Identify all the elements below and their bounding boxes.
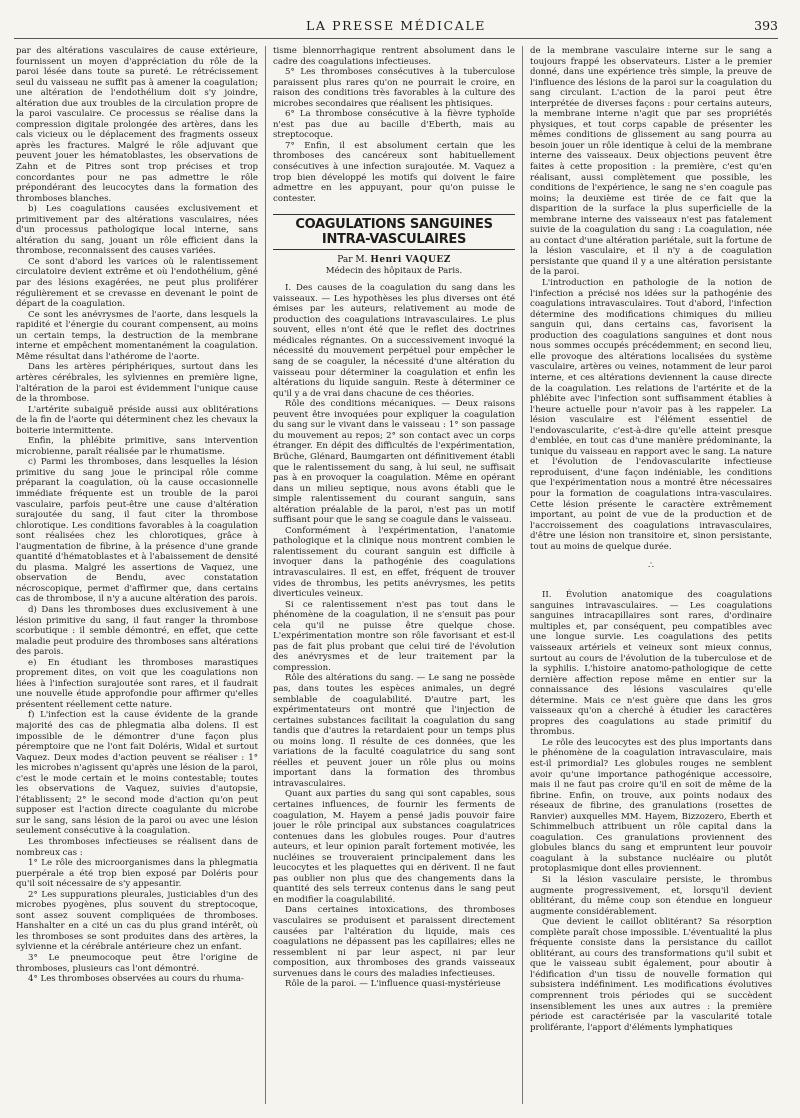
paragraph: Rôle de la paroi. — L'influence quasi-mystérieuse — [285, 979, 501, 990]
header-rule — [14, 38, 778, 39]
column-divider — [522, 46, 523, 1104]
paragraph: 4° Les thromboses observées au cours du rhuma- — [28, 974, 244, 985]
paragraph: II. Évolution anatomique des coagulations sanguines intravasculaires. — Les coagulations sanguines intracapillaires sont rares, d'ordinaire multiples et, par conséquent, peu compatibles avec une longue survie. Les coagulations des petits vaisseaux artériels et veineux sont mieux connus, surtout au cours de l'évolution de la tuberculose et de la syphilis. L'histoire anatomo-pathologique de cette dernière affection repose même en entier sur la connaissance des lésions vasculaires qu'elle détermine. Mais ce n'est guère que dans les gros vaisseaux qu'on a cherché à étudier les caractères propres des coagulations au stade primitif du thrombus. — [530, 590, 772, 738]
running-title: LA PRESSE MÉDICALE — [306, 18, 486, 33]
paragraph: Que devient le caillot oblitérant? Sa résorption complète paraît chose impossible. L'éventualité la plus fréquente consiste dans la persistance du caillot oblitérant, au cours des transformations qu'il subit et que le vaisseau subit également, pour aboutir à l'édification d'un tissu de nouvelle formation qui subsistera indéfiniment. Les modifications évolutives comprennent trois périodes qui se succèdent insensiblement les unes aux autres : la première période est caractérisée par la vascularité totale proliférante, l'apport d'éléments lymphatiques — [530, 917, 772, 1033]
paragraph: Le rôle des leucocytes est des plus importants dans le phénomène de la coagulation intravasculaire, mais est-il primordial? Les globules rouges ne semblent avoir qu'une importance pathogénique accessoire, mais il ne faut pas croire qu'il en soit de même de la fibrine. Enfin, on trouve, aux points nodaux des réseaux de fibrine, des granulations (rosettes de Ranvier) auxquelles MM. Hayem, Bizzozero, Eberth et Schimmelbuch attribuent un rôle capital dans la coagulation. Ces granulations proviennent des globules blancs du sang et empruntent leur pouvoir coagulant à la substance nucléaire ou plutôt protoplasmique dont elles proviennent. — [530, 737, 772, 875]
paragraph: 1° Le rôle des microorganismes dans la phlegmatia puerpérale a été trop bien exposé par Doléris pour qu'il soit nécessaire de s'y appesantir. — [16, 858, 258, 890]
paragraph: Ce sont d'abord les varices où le ralentissement circulatoire devient extrême et où l'endothélium, gêné par des lésions exagérées, ne peut plus proliférer régulièrement et se crevasse en devenant le point de départ de la coagulation. — [16, 256, 258, 310]
paragraph: d) Dans les thromboses dues exclusivement à une lésion primitive du sang, il faut ranger la thrombose scorbutique : il semble démontré, en effet, que cette maladie peut produire des thromboses sans altérations des parois. — [16, 604, 258, 658]
section-ornament: ∴ — [648, 561, 654, 572]
paragraph: f) L'infection est la cause évidente de la grande majorité des cas de phlegmatia alba dolens. Il est impossible de le démontrer d'une façon plus péremptoire que ne l'ont fait Doléris, Widal et surtout Vaquez. Deux modes d'action peuvent se réaliser : 1° les microbes n'agissent qu'après une lésion de la paroi, c'est le mode certain et le moins contestable; toutes les observations de Vaquez, suivies d'autopsie, l'établissent; 2° le second mode d'action qu'on peut supposer est l'action directe coagulante du microbe sur le sang, sans lésion de la paroi ou avec une lésion seulement consécutive à la coagulation. — [16, 710, 258, 837]
paragraph: Rôle des altérations du sang. — Le sang ne possède pas, dans toutes les espèces animales, un degré semblable de coagulabilité. D'autre part, les expérimentateurs ont montré que l'injection de certaines substances facilitait la coagulation du sang tandis que d'autres la retardaient pour un temps plus ou moins long. Il résulte de ces données, que les variations de la faculté coagulatrice du sang sont réelles et peuvent jouer un rôle plus ou moins important dans la formation des thrombus intravasculaires. — [273, 673, 515, 789]
paragraph: 2° Les suppurations pleurales, justiciables d'un des microbes pyogènes, plus souvent du streptocoque, sont assez souvent compliquées de thromboses. Hanshalter en a cité un cas du plus grand intérêt, où les thromboses se sont produites dans des artères, la sylvienne et la cérébrale antérieure chez un enfant. — [16, 889, 258, 953]
paragraph: Si la lésion vasculaire persiste, le thrombus augmente progressivement, et, lorsqu'il devient oblitérant, du même coup son étendue en longueur augmente considérablement. — [530, 875, 772, 917]
paragraph: e) En étudiant les thromboses marastiques proprement dites, on voit que les coagulations non liées à l'infection surajoutée sont rares, et il faudrait une nouvelle étude approfondie pour affirmer qu'elles présentent réellement cette nature. — [16, 657, 258, 710]
paragraph: 6° La thrombose consécutive à la fièvre typhoïde n'est pas due au bacille d'Eberth, mais au streptocoque. — [273, 109, 515, 141]
page-header — [14, 18, 778, 36]
column-1 — [16, 46, 258, 1108]
paragraph: Si ce ralentissement n'est pas tout dans le phénomène de la coagulation, il ne s'ensuit pas pour cela qu'il ne puisse être quelque chose. L'expérimentation montre son rôle favorisant et est-il pas de fait plus probant que celui tiré de l'évolution des anévrysmes et de leur traitement par la compression. — [273, 599, 515, 673]
author-affiliation: Médecin des hôpitaux de Paris. — [325, 266, 463, 277]
byline — [273, 254, 515, 266]
paragraph: Conformément à l'expérimentation, l'anatomie pathologique et la clinique nous montrent combien le ralentissement du courant sanguin est difficile à invoquer dans la pathogénie des coagulations intravasculaires. Il est, en effet, fréquent de trouver vides de thrombus, les petits anévrysmes, les petits diverticules veineux. — [273, 525, 515, 600]
paragraph: Quant aux parties du sang qui sont capables, sous certaines influences, de fournir les ferments de coagulation, M. Hayem a pensé jadis pouvoir faire jouer le rôle principal aux substances coagulatrices contenues dans les globules rouges. Pour d'autres auteurs, et leur opinion paraît fortement motivée, les nucléines se trouveraient principalement dans les leucocytes et les plaquettes qui en dérivent. Il ne faut pas oublier non plus que des changements dans la quantité des sels terreux contenus dans le sang peut en modifier la coagulabilité. — [273, 789, 515, 905]
paragraph: tisme blennorrhagique rentrent absolument dans le cadre des coagulations infectieuses. — [273, 46, 515, 67]
paragraph: Ce sont les anévrysmes de l'aorte, dans lesquels la rapidité et l'énergie du courant compensent, au moins un certain temps, la destruction de la membrane interne et empêchent momentanément la coagulation. Même résultat dans l'athérome de l'aorte. — [16, 309, 258, 362]
page-number: 393 — [754, 18, 778, 33]
byline-prefix: Par M. — [337, 255, 368, 266]
paragraph: L'artérite subaiguë préside aussi aux oblitérations de la fin de l'aorte qui déterminent chez les chevaux la boiterie intermittente. — [16, 404, 258, 436]
paragraph: b) Les coagulations causées exclusivement et primitivement par des altérations vasculaires, nées d'un processus pathologique local interne, sans altération du sang, jouant un rôle efficient dans la thrombose, reconnaissent des causes variées. — [16, 204, 258, 257]
paragraph: 5° Les thromboses consécutives à la tuberculose paraissent plus rares qu'on ne pourrait le croire, en raison des conditions très favorables à la culture des microbes secondaires que réalisent les phtisiques. — [273, 67, 515, 109]
paragraph: Dans certaines intoxications, des thromboses vasculaires se produisent et paraissent directement causées par l'altération du liquide, mais ces coagulations ne dépassent pas les capillaires; elles ne ressemblent ni par leur aspect, ni par leur composition, aux thromboses des grands vaisseaux survenues dans le cours des maladies infectieuses. — [273, 905, 515, 979]
paragraph: par des altérations vasculaires de cause extérieure, fournissent un moyen d'appréciation du rôle de la paroi lésée dans toute sa pureté. Le rétrécissement seul du vaisseau ne suffit pas à amener la coagulation; une altération de l'endothélium doit s'y joindre, altération due aux troubles de la circulation propre de la paroi vasculaire. Ce processus se réalise dans la compression digitale prolongée des artères, dans les cals vicieux ou le déplacement des fragments osseux après les fractures. Malgré le rôle adjuvant que peuvent jouer les hématoblastes, les observations de Zahn et de Pitres sont trop précises et trop concordantes pour ne pas admettre le rôle prépondérant des leucocytes dans la formation des thromboses blanches. — [16, 46, 258, 204]
paragraph: de la membrane vasculaire interne sur le sang a toujours frappé les observateurs. Lister a le premier donné, dans une expérience très simple, la preuve de l'influence des lésions de la paroi sur la coagulation du sang circulant. L'action de la paroi peut être interprétée de diverses façons : pour certains auteurs, la membrane interne n'agit que par ses propriétés physiques, et tout corps capable de présenter les mêmes conditions de glissement au sang pourra au besoin jouer un rôle identique à celui de la membrane interne des vaisseaux. Deux objections peuvent être faites à cette proposition : la première, c'est qu'en réalisant, aussi complètement que possible, les conditions de l'expérience, le sang ne s'en coagule pas moins; la deuxième est tirée de ce fait que la disparition de la surface la plus superficielle de la membrane interne des vaisseaux n'est pas fatalement suivie de la coagulation du sang : La coagulation, née au contact d'une altération pariétale, suit la fortune de la lésion vasculaire, et il n'y a de coagulation persistante que quand il y a une altération persistante de la paroi. — [530, 46, 772, 278]
paragraph: I. Des causes de la coagulation du sang dans les vaisseaux. — Les hypothèses les plus diverses ont été émises par les auteurs, relativement au mode de production des coagulations intravasculaires. Le plus souvent, elles n'ont été que le reflet des doctrines médicales régnantes. On a successivement invoqué la nécessité du mouvement perpétuel pour empêcher le sang de se coaguler, la nécessité d'une altération du vaisseau pour déterminer la coagulation et enfin les altérations du liquide sanguin. Reste à déterminer ce qu'il y a de vrai dans chacune de ces théories. — [273, 283, 515, 399]
article-title: COAGULATIONS SANGUINES INTRA-VASCULAIRES — [273, 214, 515, 250]
column-divider — [265, 46, 266, 1104]
paragraph: Les thromboses infectieuses se réalisent dans de nombreux cas : — [16, 837, 258, 858]
author-name: Henri VAQUEZ — [370, 255, 451, 266]
paragraph: Enfin, la phlébite primitive, sans intervention microbienne, paraît réalisée par le rhumatisme. — [16, 436, 258, 457]
column-2 — [273, 46, 515, 1108]
paragraph: 7° Enfin, il est absolument certain que les thromboses des cancéreux sont habituellement consécutives à une infection surajoutée. M. Vaquez a trop bien développé les motifs qui doivent le faire admettre en les appuyant, pour qu'on puisse le contester. — [273, 140, 515, 204]
column-3 — [530, 46, 772, 1108]
paragraph: Dans les artères périphériques, surtout dans les artères cérébrales, les sylviennes en première ligne, l'altération de la paroi est évidemment l'unique cause de la thrombose. — [16, 362, 258, 405]
paragraph: L'introduction en pathologie de la notion de l'infection a précisé nos idées sur la pathogénie des coagulations intravasculaires. Tout d'abord, l'infection détermine des modifications chimiques du milieu sanguin qui, dans certains cas, favorisent la production des coagulations sanguines et dont nous nous sommes occupés précédemment; en second lieu, elle provoque des altérations localisées du système vasculaire, artères ou veines, notamment de leur paroi interne, et ces altérations deviennent la cause directe de la coagulation. Les relations de l'artérite et de la phlébite avec l'infection sont suffisamment établies à l'heure actuelle pour n'avoir pas à les rappeler. La lésion vasculaire est l'élément essentiel de l'endovascularite, c'est-à-dire qu'elle atteint presque d'emblée, en tout cas d'une manière prédominante, la tunique du vaisseau en rapport avec le sang. La nature et l'évolution de l'endovascularite infectieuse reproduisent, d'une façon indéniable, les conditions que l'expérimentation nous a montré être nécessaires pour la formation de coagulations intra-vasculaires. Cette lésion présente le caractère extrêmement important, au point de vue de la production et de l'accroissement des coagulations intravasculaires, d'être une lésion non transitoire et, sinon persistante, tout au moins de quelque durée. — [530, 278, 772, 552]
paragraph: c) Parmi les thromboses, dans lesquelles la lésion primitive du sang joue le principal rôle comme préparant la coagulation, où la cause occasionnelle immédiate fréquente est un trouble de la paroi vasculaire, parfois peut-être une cause d'altération surajoutée du sang, il faut citer la thrombose chlorotique. Les conditions favorables à la coagulation sont réalisées chez les chlorotiques, grâce à l'augmentation de fibrine, à la présence d'une grande quantité d'hématoblastes et à l'abaissement de densité du plasma. Malgré les assertions de Vaquez, une observation de Bendu, avec constatation nécroscopique, permet d'affirmer que, dans certains cas de thrombose, il n'y a aucune altération des parois. — [16, 457, 258, 605]
paragraph: Rôle des conditions mécaniques. — Deux raisons peuvent être invoquées pour expliquer la coagulation du sang sur le vivant dans le vaisseau : 1° son passage du mouvement au repos; 2° son contact avec un corps étranger. En dépit des difficultés de l'expérimentation, Brüche, Glénard, Baumgarten ont définitivement établi que le ralentissement du sang, à lui seul, ne suffisait pas à en provoquer la coagulation. Même en opérant dans un milieu septique, nous avons établi que le simple ralentissement du courant sanguin, sans altération préalable de la paroi, n'est pas un motif suffisant pour que le sang se coagule dans le vaisseau. — [273, 399, 515, 526]
paragraph: 3° Le pneumocoque peut être l'origine de thromboses, plusieurs cas l'ont démontré. — [16, 953, 258, 974]
